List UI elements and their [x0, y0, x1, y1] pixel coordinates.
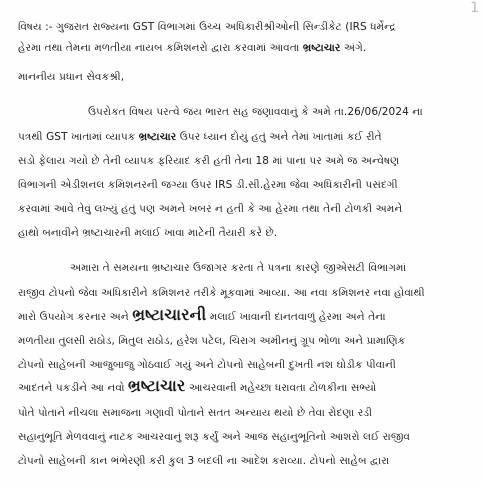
- para1-line-6-b: ભ્રષ્ટાચારની: [82, 227, 131, 239]
- para1-line-5: કરવામાં આવે તેવું લખ્યું હતું પણ અમને ખબર ન હતી કે આ હેરમા તથા તેની ટોળકી અમને: [18, 203, 403, 215]
- para2-line-4: મળતીયા તુલસી રાઠોડ, મિતુલ રાઠોડ, હરેશ પટેલ, ચિરાગ અમીનનું ગ્રૂપ ભોળા અને પ્રામાણિક: [18, 335, 406, 347]
- para1-line-4: વિભાગની એડીશનલ કમિશનરની જગ્યા ઉપર IRS ડી.સી.હેરમા જેવા અધિકારીની પસંદગી: [18, 179, 398, 191]
- para1-line-1: ઉપરોકત વિષય પરત્વે જય ભારત સહ જણાવવાનું કે અમે તા.26/06/2024 ના: [88, 106, 423, 118]
- para2-line-3-c: મલાઈ ખાવાની દાનતવાળું હેરમા અને તેના: [206, 311, 386, 323]
- para1-keyword: ભ્રષ્ટાચાર: [138, 131, 177, 143]
- subject-line-2-text-c: અંગે.: [340, 42, 367, 54]
- para2-line-9: ટોપનો સાહેબની કાન ભંભેરણી કરી કુલ 3 બદલી ના આદેશ કરાવ્યા. ટોપનો સાહેબ દ્વારા: [18, 455, 390, 467]
- para1-line-2-a: પત્રથી GST ખાતામાં વ્યાપક: [18, 131, 139, 143]
- subject-line-1: વિષય :- ગુજરાત રાજ્યના GST વિભાગમાં ઉચ્ચ અધિકારીશ્રીઓની સિન્ડીકેટ (IRS ધર્મેન્દ્ર: [18, 21, 396, 33]
- page-marker: 1: [470, 0, 479, 16]
- subject-keyword: ભ્રષ્ટાચાર: [302, 42, 341, 54]
- para2-line-6-a: આદતને પકડીને આ નવો: [18, 382, 129, 394]
- salutation: માનનીય પ્રધાન સેવકશ્રી,: [18, 71, 125, 83]
- para2-keyword-1: ભ્રષ્ટાચારની: [132, 305, 207, 324]
- para2-line-3-a: મારો ઉપયોગ કરનાર અને: [18, 311, 133, 323]
- para2-keyword-2: ભ્રષ્ટાચાર: [128, 376, 186, 395]
- para2-line-6-c: આચરવાની મહેચ્છા ધરાવતા ટોળકીના સભ્યો: [185, 382, 377, 394]
- para2-line-7: પોતે પોતાને નીચલા સમાજના ગણાવી પોતાને સતત અન્યાય થયો છે તેવા રોદણા રડી: [18, 407, 373, 419]
- para2-line-5: ટોપનો સાહેબની આજુબાજુ ગોઠવાઈ ગયું અને ટોપનો સાહેબની દુખતી નશ ઘોડીક પીવાની: [18, 359, 396, 371]
- para1-line-3: સડો ફેલાય ગયો છે તેની વ્યાપક ફરિયાદ કરી હતી તેના 18 માં પાના પર અમે જ અન્વેષણ: [18, 155, 400, 167]
- para2-line-8: સહાનુભૂતિ મેળવવાનું નાટક આચરવાનું શરૂ કર્યું અને આજ સહાનુભૂતિનો આશરો લઈ રાજીવ: [18, 431, 411, 443]
- para2-line-6: [18, 376, 377, 395]
- para1-line-2-c: ઉપર ધ્યાન દોયું હતું અને તેમાં ખાતામાં કઈ રીતે: [176, 131, 382, 143]
- para2-line-3: [18, 305, 386, 324]
- para1-line-6-c: મલાઈ ખાવા માટેની તૈયારી કરે છે.: [130, 227, 278, 239]
- para1-line-6: [18, 226, 277, 240]
- para1-line-2: [18, 130, 382, 144]
- subject-line-2: [18, 41, 366, 55]
- para1-line-6-a: હાથો બનાવીને: [18, 227, 83, 239]
- para2-line-2: રાજીવ ટોપનો જેવા અધિકારીને કમિશનર તરીકે મૂકવામાં આવ્યા. આ નવા કમિશનર નવા હોવાથી: [18, 287, 425, 299]
- subject-line-2-text-a: હેરમા તથા તેમના મળતીયા નાયબ કમિશનરો દ્વારા કરવામાં આવતા: [18, 42, 303, 54]
- para2-line-1: અમારા તે સમયના ભ્રષ્ટાચાર ઉજાગર કરતા તે પત્રના કારણે જીએસટી વિભાગમાં: [70, 262, 407, 274]
